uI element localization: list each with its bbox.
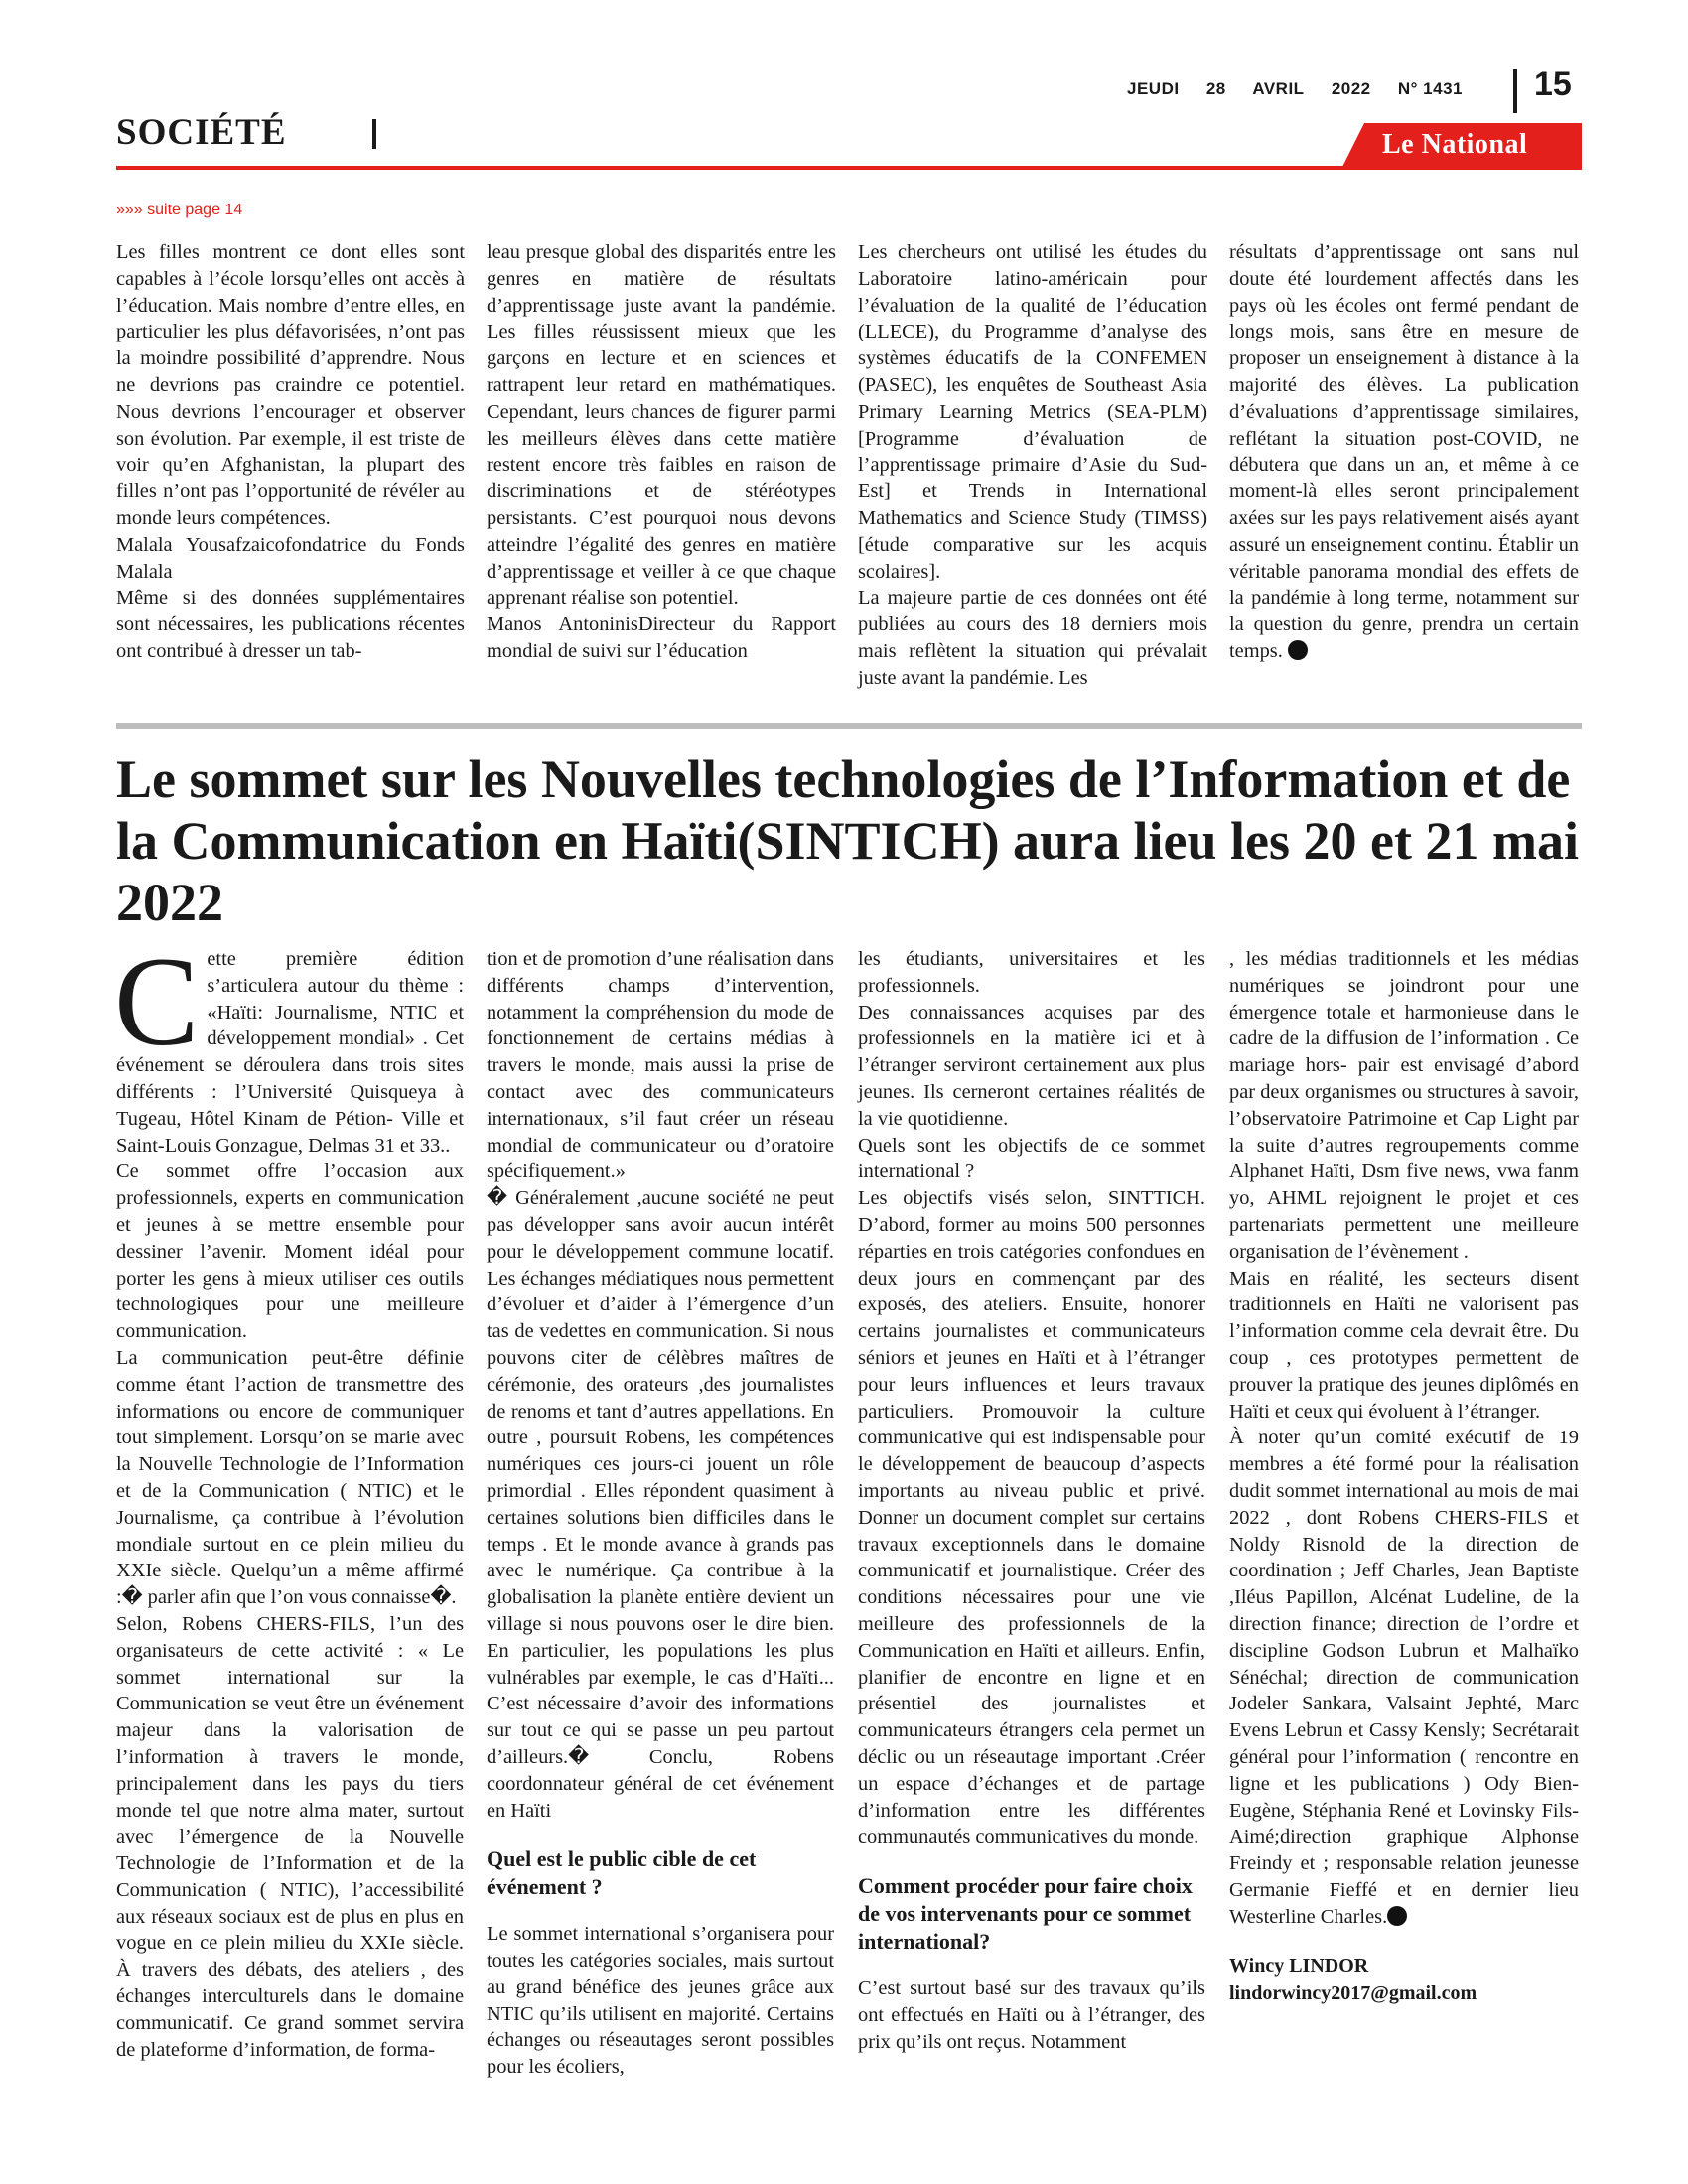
paragraph: Manos AntoninisDirecteur du Rapport mondial de suivi sur l’éducation xyxy=(487,614,836,662)
paragraph: Les filles montrent ce dont elles sont capables à l’école lorsqu’elles ont accès à l’éducation. Mais nombre d’entre elles, en particulier les plus défavorisées, n’ont pas la moindre possibilité d’apprendre. Nous ne devrions pas craindre ce potentiel. Nous devrions l’encourager et observer son évolution. Par exemple, il est triste de voir qu’en Afghanistan, la plupart des filles n’ont pas l’opportunité de révéler au monde leurs compétences. xyxy=(116,241,465,529)
issue-date-number: 28 xyxy=(1205,79,1226,98)
paragraph: Les chercheurs ont utilisé les études du Laboratoire latino-américain pour l’évaluation de la qualité de l’éducation (LLECE), du Programme d’analyse des systèmes éducatifs de la CONFEMEN (PASEC), les enquêtes de Southeast Asia Primary Learning Metrics (SEA-PLM) [Programme d’évaluation de l’apprentissage primaire d’Asie du Sud-Est] et Trends in International Mathematics and Science Study (TIMSS) [étude comparative sur les acquis scolaires]. xyxy=(858,241,1207,583)
paragraph: Mais en réalité, les secteurs disent traditionnels en Haïti ne valorisent pas l’information comme cela devrait être. Du coup , ces prototypes permettent de prouver la pratique des jeunes diplômés en Haïti et ceux qui évoluent à l’étranger. xyxy=(1229,1267,1579,1423)
paragraph: Quels sont les objectifs de ce sommet international ? xyxy=(858,1134,1205,1183)
paragraph: Selon, Robens CHERS-FILS, l’un des organisateurs de cette activité : « Le sommet international sur la Communication se veut être un événement majeur dans la valorisation de l’information à travers le monde, principalement dans les pays du tiers monde tel que notre alma mater, surtout avec l’émergence de la Nouvelle Technologie de l’Information et de la Communication ( NTIC), l’accessibilité aux réseaux sociaux est de plus en plus en vogue en ce plein milieu du XXIe siècle. À travers des débats, des ateliers , des échanges interculturels dans le domaine communicatif. Ce grand sommet servira de plateforme d’information, de forma- xyxy=(116,1612,464,2061)
end-of-article-icon xyxy=(1387,1906,1407,1926)
page-number: 15 xyxy=(1534,66,1572,103)
article1-column-3 xyxy=(858,239,1207,692)
author-email[interactable]: lindorwincy2017@gmail.com xyxy=(1229,1982,1477,2005)
article-divider xyxy=(116,723,1582,729)
paragraph xyxy=(1229,1425,1579,1930)
section-divider xyxy=(372,119,376,149)
header-rule xyxy=(116,166,1582,170)
issue-day: JEUDI xyxy=(1127,79,1180,98)
article1-column-1 xyxy=(116,239,465,665)
paragraph: tion et de promotion d’une réalisation dans différents champs d’intervention, notamment la compréhension du mode de fonctionnement de certains médias à travers le monde, mais aussi la prise de contact avec des communicateurs internationaux, s’il faut créer un réseau mondial de communicateur ou d’oratoire spécifiquement.» xyxy=(487,948,834,1183)
paragraph-text: ette première édition s’articulera autour du thème : «Haïti: Journalisme, NTIC et développement mondial» . Cet événement se déroulera dans trois sites différents : l’Université Quisqueya à Tugeau, Hôtel Kinam de Pétion- Ville et Saint-Louis Gonzague, Delmas 31 et 33.. xyxy=(116,948,464,1157)
subheading: Comment procéder pour faire choix de vos intervenants pour ce sommet international? xyxy=(858,1873,1193,1955)
issue-meta xyxy=(1127,79,1484,99)
paragraph: Même si des données supplémentaires sont nécessaires, les publications récentes ont contribué à dresser un tab- xyxy=(116,587,465,662)
paragraph: Ce sommet offre l’occasion aux professionnels, experts en communication et jeunes à se mettre ensemble pour dessiner l’avenir. Moment idéal pour porter les gens à mieux utiliser ces outils technologiques pour une meilleure communication. xyxy=(116,1160,464,1343)
article2-column-3 xyxy=(858,946,1205,2055)
paragraph: Malala Yousafzaicofondatrice du Fonds Malala xyxy=(116,533,465,583)
paragraph: Le sommet international s’organisera pour toutes les catégories sociales, mais surtout au grand bénéfice des jeunes grâce aux NTIC qu’ils utilisent en majorité. Certains échanges ou réseautages seront possibles pour les écoliers, xyxy=(487,1923,834,2079)
paragraph: les étudiants, universitaires et les professionnels. xyxy=(858,948,1205,997)
paragraph xyxy=(1229,239,1579,665)
paragraph: C’est surtout basé sur des travaux qu’ils ont effectués en Haïti ou à l’étranger, des prix qu’ils ont reçus. Notamment xyxy=(858,1978,1205,2053)
paragraph-text: À noter qu’un comité exécutif de 19 membres a été formé pour la réalisation dudit sommet international au mois de mai 2022 , dont Robens CHERS-FILS et Noldy Risnold de la direction de coordination ; Jeff Charles, Jean Baptiste ,Iléus Papillon, Alcénat Ludeline, de la direction finance; direction de l’ordre et discipline Godson Lubrun et Malhaïko Sénéchal; direction de communication Jodeler Sankara, Valsaint Jephté, Marc Evens Lebrun et Cassy Kensly; Secrétarait général pour l’information ( rencontre en ligne et les publications ) Ody Bien-Eugène, Stéphania René et Lovinsky Fils-Aimé;direction graphique Alphonse Freindy et ; responsable relation jeunesse Germanie Fieffé et en dernier lieu Westerline Charles. xyxy=(1229,1427,1579,1928)
issue-month: AVRIL xyxy=(1252,79,1305,98)
issue-number: N° 1431 xyxy=(1397,79,1463,98)
page-number-divider xyxy=(1513,69,1517,113)
paragraph: La communication peut-être définie comme étant l’action de transmettre des informations ou encore de communiquer tout simplement. Lorsqu’on se marie avec la Nouvelle Technologie de l’Information et de la Communication ( NTIC) et le Journalisme, ça contribue à l’évolution mondiale surtout en ce plein milieu du XXIe siècle. Quelqu’un a même affirmé :� parler afin que l’on vous connaisse�. xyxy=(116,1346,464,1609)
paragraph: La majeure partie de ces données ont été publiées au cours des 18 derniers mois mais reflètent la situation qui prévalait juste avant la pandémie. Les xyxy=(858,587,1207,689)
article1-column-4 xyxy=(1229,239,1579,665)
drop-cap: C xyxy=(114,931,200,1072)
paragraph: leau presque global des disparités entre les genres en matière de résultats d’apprentissage juste avant la pandémie. Les filles réussissent mieux que les garçons en lecture et en sciences et rattrapent leur retard en mathématiques. Cependant, leurs chances de figurer parmi les meilleurs élèves dans cette matière restent encore très faibles en raison de discriminations et de stéréotypes persistants. C’est pourquoi nous devons atteindre l’égalité des genres en matière d’apprentissage et veiller à ce que chaque apprenant réalise son potentiel. xyxy=(487,241,836,610)
end-of-article-icon xyxy=(1288,640,1308,660)
article2-column-1 xyxy=(114,931,464,2063)
continued-from-link[interactable]: »»» suite page 14 xyxy=(116,202,243,218)
article1-column-2 xyxy=(487,239,836,665)
article2-column-4 xyxy=(1229,946,1579,2007)
paragraph-text: résultats d’apprentissage ont sans nul doute été lourdement affectés dans les pays où les écoles ont fermé pendant de longs mois, sans être en mesure de proposer un enseignement à distance à la majorité des élèves. La publication d’évaluations d’apprentissage similaires, reflétant la situation post-COVID, ne débutera que dans un an, et même à ce moment-là elles seront principalement axées sur les pays relativement aisés ayant assuré un enseignement continu. Établir un véritable panorama mondial des effets de la pandémie à long terme, notamment sur la question du genre, prendra un certain temps. xyxy=(1229,241,1579,662)
subheading: Quel est le public cible de cet événement ? xyxy=(487,1846,757,1900)
issue-year: 2022 xyxy=(1331,79,1371,98)
paragraph xyxy=(114,931,464,1159)
article2-headline: Le sommet sur les Nouvelles technologies de l’Information et de la Communication en Haïti(SINTICH) aura lieu les 20 et 21 mai 2022 xyxy=(116,750,1579,932)
brand-name: Le National xyxy=(1382,129,1528,160)
article2-column-2 xyxy=(487,946,834,2081)
paragraph: Les objectifs visés selon, SINTTICH. D’abord, former au moins 500 personnes réparties en trois catégories confondues en deux jours en commençant par des exposés, des ateliers. Ensuite, honorer certains journalistes et communicateurs séniors et jeunes en Haïti et à l’étranger pour leurs influences et leurs travaux particuliers. Promouvoir la culture communicative qui est indispensable pour le développement de beaucoup d’aspects importants au niveau public et privé. Donner un document complet sur certains travaux exceptionnels dans le domaine communicatif et journalistique. Créer des conditions nécessaires pour une vie meilleure des professionnels de la Communication en Haïti et ailleurs. Enfin, planifier de encontre en ligne et en présentiel des journalistes et communicateurs étrangers cela permet un déclic ou un réseautage important .Créer un espace d’échanges et de partage d’information entre les différentes communautés communicatives du monde. xyxy=(858,1187,1205,1848)
paragraph: , les médias traditionnels et les médias numériques se joindront pour une émergence totale et harmonieuse dans le cadre de la diffusion de l’information . Ce mariage hors- pair est envisagé d’abord par deux organismes ou structures à savoir, l’observatoire Patrimoine et Cap Light par la suite d’autres regroupements comme Alphanet Haïti, Dsm five news, vwa fanm yo, AHML rejoignent le projet et ces partenariats permettent une meilleure organisation de l’évènement . xyxy=(1229,948,1579,1263)
author-name: Wincy LINDOR xyxy=(1229,1955,1369,1978)
section-title: SOCIÉTÉ xyxy=(116,112,287,153)
paragraph: � Généralement ,aucune société ne peut pas développer sans avoir aucun intérêt pour le développement commune locatif. Les échanges médiatiques nous permettent d’évoluer et d’aider à l’émergence d’un tas de vedettes en communication. Si nous pouvons citer de célèbres maîtres de cérémonie, des orateurs ,des journalistes de renoms et tant d’autres appellations. En outre , poursuit Robens, les compétences numériques ces jours-ci jouent un rôle primordial . Elles répondent quasiment à certaines solutions bien difficiles dans le temps . Et le monde avance à grands pas avec le numérique. Ça contribue à la globalisation la planète entière devient un village si nous pouvons oser le dire bien. En particulier, les populations les plus vulnérables par exemple, le cas d’Haïti... C’est nécessaire d’avoir des informations sur tout ce qui se passe un peu partout d’ailleurs.� Conclu, Robens coordonnateur général de cet événement en Haïti xyxy=(487,1187,834,1822)
paragraph: Des connaissances acquises par des professionnels en la matière ici et à l’étranger serviront certainement aux plus jeunes. Ils cerneront certaines réalités de la vie quotidienne. xyxy=(858,1001,1205,1130)
